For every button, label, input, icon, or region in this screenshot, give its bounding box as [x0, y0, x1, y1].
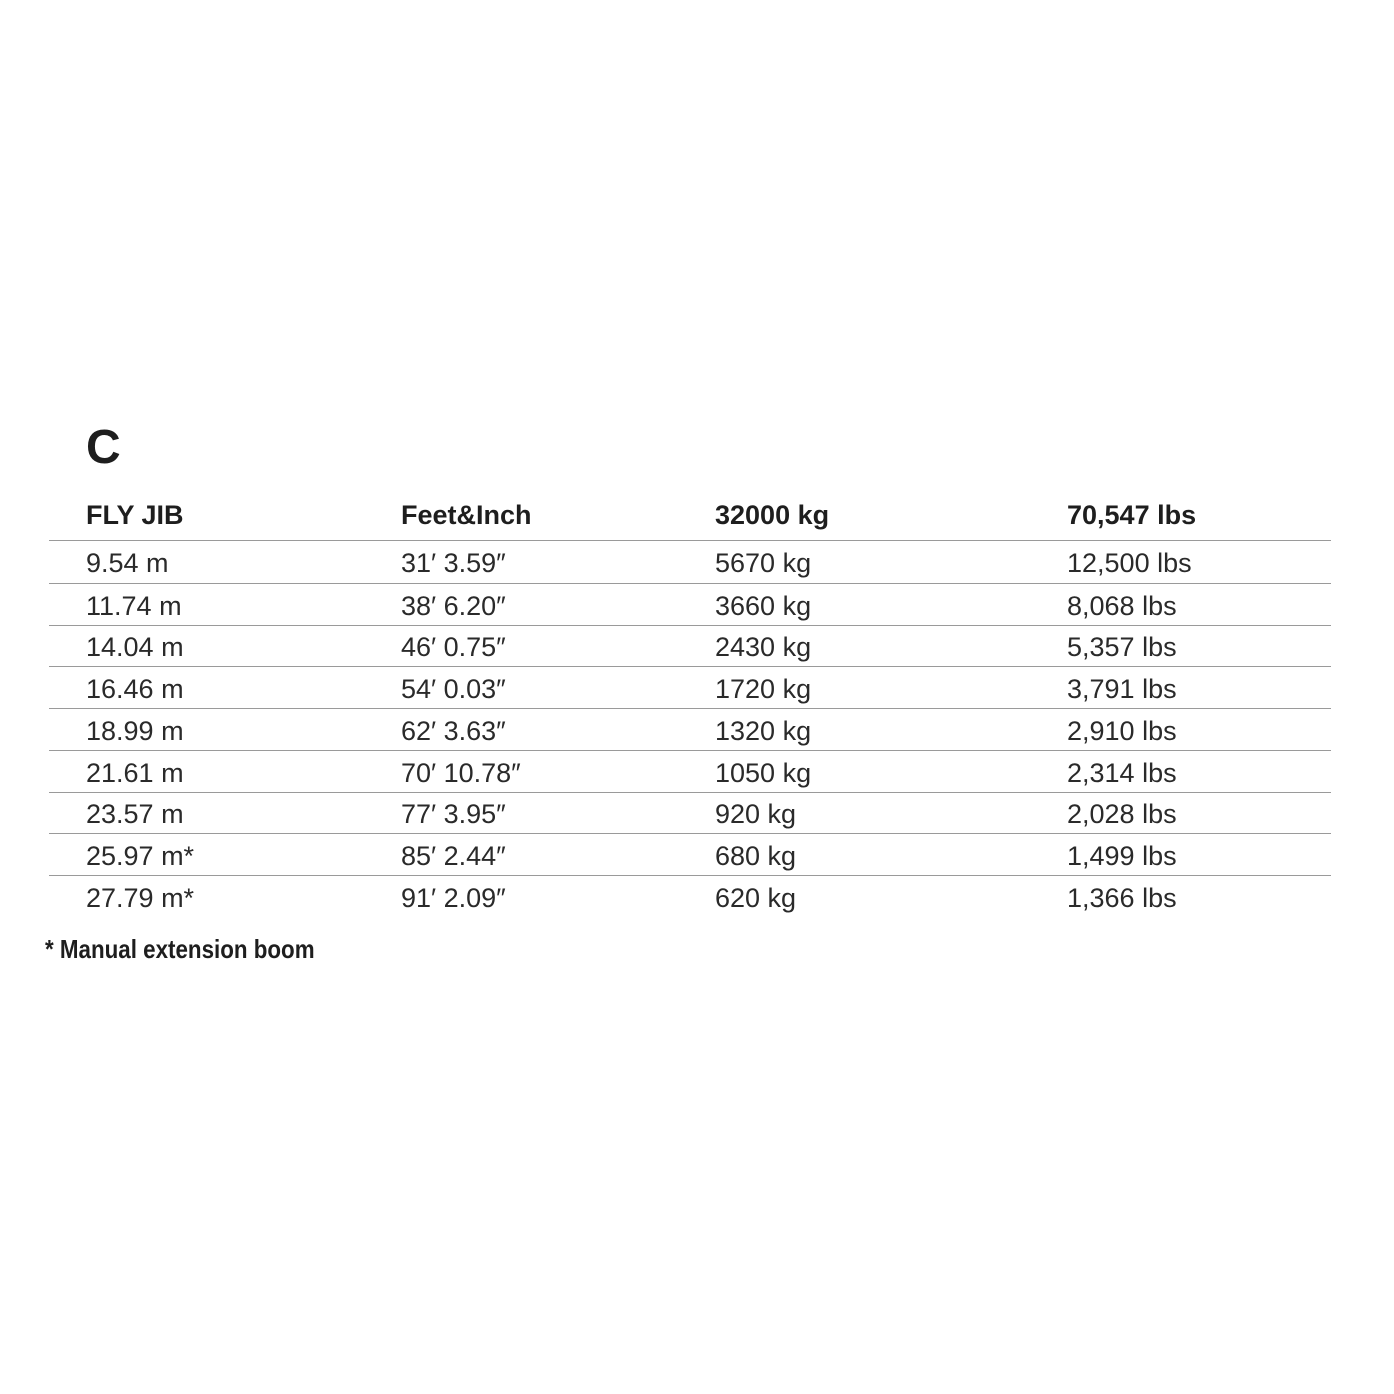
table-row: [49, 541, 1331, 583]
fly-jib-table: [49, 486, 1331, 917]
cell-length-ft: 38′ 6.20″: [401, 590, 506, 621]
cell-load-lbs: 2,910 lbs: [1067, 715, 1177, 746]
cell-length-m: 18.99 m: [86, 715, 184, 746]
cell-length-m: 11.74 m: [86, 590, 182, 621]
cell-length-m: 27.79 m*: [86, 882, 195, 913]
table-row: [49, 625, 1331, 667]
table-row: [49, 666, 1331, 708]
cell-length-ft: 46′ 0.75″: [401, 632, 506, 663]
cell-length-ft: 91′ 2.09″: [401, 882, 506, 913]
cell-load-lbs: 2,314 lbs: [1067, 757, 1177, 788]
cell-length-ft: 54′ 0.03″: [401, 674, 506, 705]
header-fly-jib: FLY JIB: [86, 499, 184, 530]
cell-load-kg: 1720 kg: [715, 674, 812, 705]
cell-load-kg: 680 kg: [715, 841, 797, 872]
cell-length-m: 9.54 m: [86, 548, 169, 579]
cell-length-ft: 62′ 3.63″: [401, 715, 506, 746]
cell-load-kg: 1050 kg: [715, 757, 812, 788]
cell-load-lbs: 12,500 lbs: [1067, 548, 1192, 579]
table-row: [49, 792, 1331, 834]
table-row: [49, 583, 1331, 625]
cell-length-m: 16.46 m: [86, 674, 184, 705]
cell-load-kg: 2430 kg: [715, 632, 812, 663]
header-lbs: 70,547 lbs: [1067, 499, 1197, 530]
cell-length-ft: 77′ 3.95″: [401, 799, 506, 830]
cell-length-m: 23.57 m: [86, 799, 184, 830]
header-feet-inch: Feet&Inch: [401, 499, 532, 530]
cell-load-kg: 3660 kg: [715, 590, 812, 621]
cell-length-ft: 85′ 2.44″: [401, 841, 506, 872]
cell-length-m: 21.61 m: [86, 757, 184, 788]
table-row: [49, 750, 1331, 792]
cell-load-lbs: 3,791 lbs: [1067, 674, 1177, 705]
cell-length-ft: 70′ 10.78″: [401, 757, 521, 788]
cell-load-kg: 620 kg: [715, 882, 797, 913]
footnote: * Manual extension boom: [45, 934, 315, 964]
cell-load-lbs: 2,028 lbs: [1067, 799, 1177, 830]
table-header-row: [49, 486, 1331, 541]
cell-length-m: 14.04 m: [86, 632, 184, 663]
cell-load-lbs: 1,499 lbs: [1067, 841, 1177, 872]
table-row: [49, 833, 1331, 875]
cell-length-m: 25.97 m*: [86, 841, 195, 872]
table-row: [49, 708, 1331, 750]
cell-load-kg: 5670 kg: [715, 548, 812, 579]
header-kg: 32000 kg: [715, 499, 830, 530]
cell-load-lbs: 5,357 lbs: [1067, 632, 1177, 663]
cell-load-kg: 1320 kg: [715, 715, 812, 746]
cell-load-lbs: 1,366 lbs: [1067, 882, 1177, 913]
cell-length-ft: 31′ 3.59″: [401, 548, 506, 579]
cell-load-kg: 920 kg: [715, 799, 797, 830]
section-label: C: [86, 421, 121, 474]
table-row: [49, 875, 1331, 917]
cell-load-lbs: 8,068 lbs: [1067, 590, 1177, 621]
